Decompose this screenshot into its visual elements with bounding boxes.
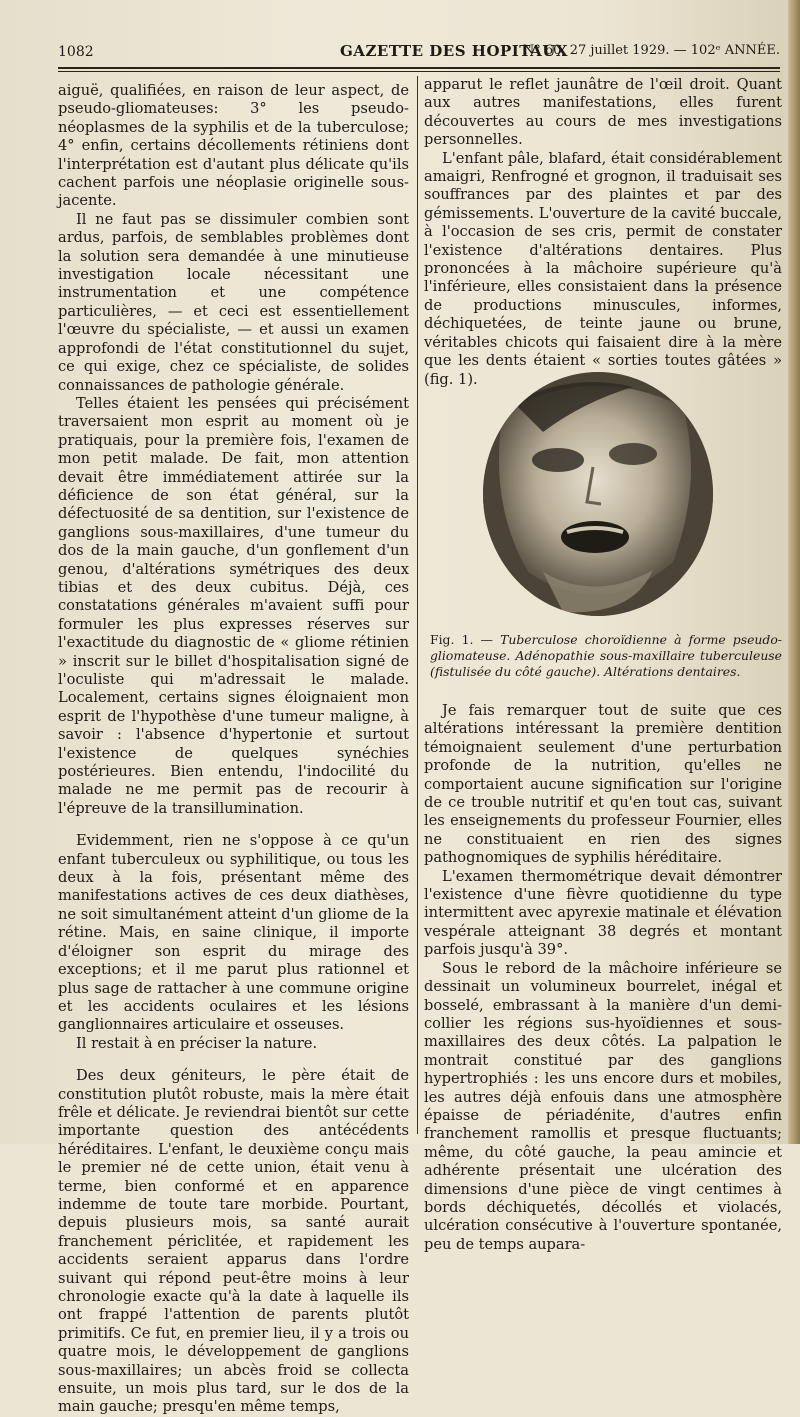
page-number: 1082 (58, 44, 94, 60)
paragraph: Il restait à en préciser la nature. (76, 1034, 318, 1052)
header-rule-thick (58, 67, 780, 69)
left-column (58, 82, 409, 1417)
right-column-top (424, 76, 782, 389)
paragraph: Il ne faut pas se dissimuler combien sont ardus, parfois, de semblables problèmes dont la solution sera demandée à une minutieuse investigation locale nécessitant une instrumentation et une compétence particulières, — et ceci est essentiellement l'œuvre du spécialiste, — et aussi un examen approfondi de l'état constitutionnel du sujet, ce qui exige, chez ce spécialiste, de solides connaissances de pathologie générale. (58, 210, 409, 394)
right-column-bottom (424, 702, 782, 1254)
paragraph: L'examen thermométrique devait démontrer l'existence d'une fièvre quotidienne du type intermittent avec apyrexie matinale et élévation vespérale atteignant 38 degrés et montant parfois jusqu'à 39°. (424, 867, 782, 959)
caption-label: Fig. 1. — (430, 632, 501, 647)
journal-title: GAZETTE DES HOPITAUX (340, 42, 569, 60)
paragraph: aiguë, qualifiées, en raison de leur aspect, de pseudo-gliomateuses: 3° les pseudo-néoplasmes de la syphilis et de la tuberculose; 4° enfin, certains décollements rétiniens dont l'interprétation est d'autant plus délicate qu'ils cachent parfois une néoplasie originelle sous-jacente. (58, 82, 409, 210)
issue-info: N° 60, 27 juillet 1929. — 102ᵉ ANNÉE. (522, 43, 780, 58)
paragraph: Je fais remarquer tout de suite que ces altérations intéressant la première dentition témoignaient seulement d'une perturbation profonde de la nutrition, qu'elles ne comportaient aucune signification sur l'origine de ce trouble nutritif et qu'en tout cas, suivant les enseignements du professeur Fournier, elles ne constituaient en rien des signes pathognomiques de syphilis héréditaire. (424, 702, 782, 867)
running-header (58, 40, 780, 66)
paragraph: Evidemment, rien ne s'oppose à ce qu'un enfant tuberculeux ou syphilitique, ou tous les deux à la fois, présentant même des manifestations actives de ces deux diathèses, ne soit simultanément atteint d'un gliome de la rétine. Mais, en saine clinique, il importe d'éloigner son esprit du mirage des exceptions; et il me parut plus rationnel et plus sage de rattacher à une commune origine et les accidents oculaires et les lésions ganglionnaires articulaire et osseuses. (58, 832, 409, 1034)
figure-caption (430, 632, 782, 680)
column-divider (417, 76, 418, 1134)
caption-text: Tuberculose choroïdienne à forme pseudo-gliomateuse. Adénopathie sous-maxillaire tuberculeuse (fistulisée du côté gauche). Altérations dentaires. (430, 632, 782, 679)
patient-photograph (483, 372, 713, 616)
paragraph: Sous le rebord de la mâchoire inférieure se dessinait un volumineux bourrelet, inégal et bosselé, embrassant à la manière d'un demi-collier les régions sus-hyoïdiennes et sous-maxillaires des deux côtés. La palpation le montrait constitué par des ganglions hypertrophiés : les uns encore durs et mobiles, les autres déjà enfouis dans une atmosphère épaisse de périadénite, d'autres enfin franchement ramollis et presque fluctuants; même, du côté gauche, la peau amincie et adhérente présentait une ulcération des dimensions d'une pièce de vingt centimes à bords déchiquetés, décollés et violacés, ulcération consécutive à l'ouverture spontanée, peu de temps aupara- (424, 959, 782, 1253)
paragraph: Des deux géniteurs, le père était de constitution plutôt robuste, mais la mère était frêle et délicate. Je reviendrai bientôt sur cette importante question des antécédents héréditaires. L'enfant, le deuxième conçu mais le premier né de cette union, était venu à terme, bien conformé et en apparence indemme de toute tare morbide. Pourtant, depuis plusieurs mois, sa santé aurait franchement périclitée, et rapidement les accidents seraient apparus dans l'ordre suivant qui répond peut-être moins à leur chronologie exacte qu'à la date à laquelle ils ont frappé l'attention de parents plutôt primitifs. Ce fut, en premier lieu, il y a trois ou quatre mois, le développement de ganglions sous-maxillaires; un abcès froid se collecta ensuite, un mois plus tard, sur le dos de la main gauche; presqu'en même temps, (58, 1067, 409, 1416)
paragraph: apparut le reflet jaunâtre de l'œil droit. Quant aux autres manifestations, elles furent découvertes au cours de mes investigations personnelles. (424, 76, 782, 149)
paragraph: L'enfant pâle, blafard, était considérablement amaigri, Renfrogné et grognon, il traduisait ses souffrances par des plaintes et par des gémissements. L'ouverture de la cavité buccale, à l'occasion de ses cris, permit de constater l'existence d'altérations dentaires. Plus prononcées à la mâchoire supérieure qu'à l'inférieure, elles consistaient dans la présence de productions minuscules, informes, déchiquetées, de teinte jaune ou brune, véritables chicots qui faisaient dire à la mère que les dents étaient « sorties toutes gâtées » (fig. 1). (424, 149, 782, 388)
paragraph: Telles étaient les pensées qui précisément traversaient mon esprit au moment où je pratiquais, pour la première fois, l'examen de mon petit malade. De fait, mon attention devait être immédiatement attirée sur la déficience de son état général, sur la défectuosité de sa dentition, sur l'existence de ganglions sous-maxillaires, d'une tumeur du dos de la main gauche, d'un gonflement d'un genou, d'altérations symétriques des deux tibias et des deux cubitus. Déjà, ces constatations générales m'avaient suffi pour formuler les plus expresses réserves sur l'exactitude du diagnostic de « gliome rétinien » inscrit sur le billet d'hospitalisation signé de l'oculiste qui m'adressait le malade. Localement, certains signes éloignaient mon esprit de l'hypothèse d'une tumeur maligne, à savoir : l'absence d'hypertonie et surtout l'existence de quelques synéchies postérieures. Bien entendu, l'indocilité du malade ne me permit pas de recourir à l'épreuve de la transillumination. (58, 394, 409, 817)
page-edge (788, 0, 800, 1144)
header-rule-thin (58, 71, 780, 72)
child-face-image (483, 372, 713, 616)
